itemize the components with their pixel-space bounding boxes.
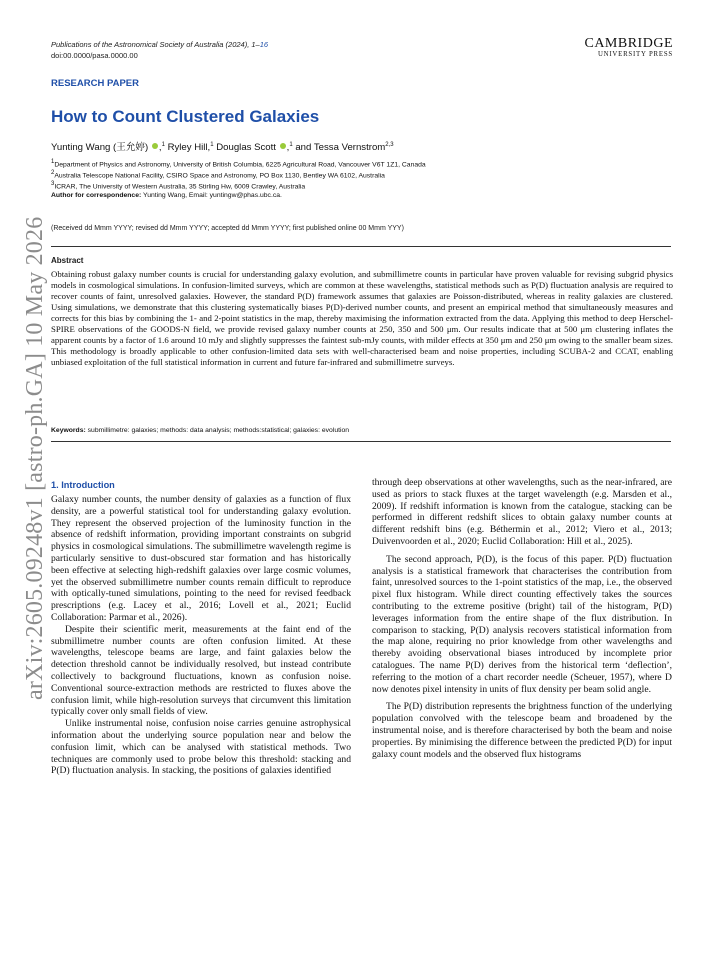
- orcid-icon[interactable]: [280, 143, 286, 149]
- received-dates: (Received dd Mmm YYYY; revised dd Mmm YYYY; accepted dd Mmm YYYY; first published online 00 Mmm YYY): [51, 225, 404, 232]
- affiliation-mark: 1: [210, 141, 214, 148]
- author-name: and Tessa Vernstrom: [295, 142, 386, 153]
- author-list: Yunting Wang (王允婷) ,$^1$ Ryley Hill,$^1$ Douglas Scott ,$^1$ and Tessa Vernstrom$^{2,3}$: [51, 141, 394, 153]
- keywords-list: submillimetre: galaxies; methods: data analysis; methods:statistical; galaxies: evolution: [87, 427, 350, 434]
- publisher-logo: CAMBRIDGE: [584, 36, 673, 51]
- divider: [51, 441, 671, 442]
- abstract-heading: Abstract: [51, 256, 84, 265]
- article-type: RESEARCH PAPER: [51, 78, 139, 89]
- body-column-left: [51, 494, 351, 777]
- journal-citation: [51, 40, 268, 49]
- paragraph: The P(D) distribution represents the brightness function of the underlying population convolved with the telescope beam and broadened by the instrumental noise, and is therefore characterised by both the beam and noise properties. By minimising the difference between the predicted P(D) for input galaxy count models and the observed flux histograms: [372, 701, 672, 760]
- paragraph: Despite their scientific merit, measurements at the faint end of the submillimetre number counts are often confusion limited. At these wavelengths, telescope beams are large, and faint galaxies below the detection threshold cannot be individually resolved, but instead contribute collectively to background fluctuations, known as confusion noise. Conventional source-extraction methods are restricted to fluxes above the confusion limit, while high-resolution surveys that circumvent this limitation typically cover only small fields of view.: [51, 623, 351, 718]
- paragraph: Galaxy number counts, the number density of galaxies as a function of flux density, are a powerful statistical tool for understanding galaxy evolution. They represent the observed projection of the luminosity function in the absence of redshift information, providing important constraints on subgrid physics in cosmological simulations. The submillimetre wavelength regime is particularly sensitive to dust-obscured star formation and has historically been effective at selecting high-redshift galaxies over large cosmic volumes, yet the observed submillimetre number counts remain difficult to reproduce with optically-tuned simulations, pointing to the need for revised feedback prescriptions (e.g. Lacey et al., 2016; Lovell et al., 2021; Euclid Collaboration: Parmar et al., 2026).: [51, 494, 351, 623]
- keywords-label: Keywords:: [51, 427, 86, 434]
- paragraph: Unlike instrumental noise, confusion noise carries genuine astrophysical information about the underlying source population near and below the confusion limit, which can be analysed with statistical methods. Two techniques are commonly used to probe below this threshold: stacking and P(D) fluctuation analysis. In stacking, the positions of galaxies identified: [51, 718, 351, 777]
- author-name: Ryley Hill,: [167, 142, 211, 153]
- affiliation: $^1$Department of Physics and Astronomy, University of British Columbia, 6225 Agricultural Road, Vancouver V6T 1Z1, Canada: [51, 159, 426, 169]
- orcid-icon[interactable]: [152, 143, 158, 149]
- affiliation-mark: 1: [289, 141, 293, 148]
- affiliation: $^3$ICRAR, The University of Western Australia, 35 Stirling Hw, 6009 Crawley, Australia: [51, 181, 306, 191]
- correspondence: [51, 192, 282, 199]
- page-count-link[interactable]: 16: [259, 40, 269, 49]
- publisher-logo-subtitle: UNIVERSITY PRESS: [597, 51, 673, 58]
- affiliation-mark: 1: [161, 141, 165, 148]
- author-name: Yunting Wang (王允婷): [51, 142, 149, 153]
- affiliation-mark: 2,3: [385, 141, 394, 148]
- body-column-right: [372, 477, 672, 760]
- paragraph: through deep observations at other wavelengths, such as the near-infrared, are used as priors to stack fluxes at the target wavelength (e.g. Marsden et al., 2009). If redshift information is known from the catalogue, stacking can be performed in different redshift slices to obtain galaxy number counts at different redshift bins (e.g. Béthermin et al., 2012; Viero et al., 2013; Duivenvoorden et al., 2020; Euclid Collaboration: Hill et al., 2025).: [372, 477, 672, 547]
- doi: doi:00.0000/pasa.0000.00: [51, 51, 138, 60]
- journal-name: Publications of the Astronomical Society of Australia (2024), 1–: [51, 40, 260, 49]
- correspondence-email[interactable]: Yunting Wang, Email: yuntingw@phas.ubc.ca.: [143, 192, 282, 199]
- arxiv-identifier: arXiv:2605.09248v1 [astro-ph.GA] 10 May 2026: [22, 216, 48, 700]
- section-heading-introduction: 1. Introduction: [51, 480, 115, 490]
- divider: [51, 246, 671, 247]
- paragraph: The second approach, P(D), is the focus of this paper. P(D) fluctuation analysis is a statistical framework that characterises the contribution from faint, unresolved sources to the 1-point statistics of the map, i.e., the observed pixel flux histogram. While direct counting effectively takes the sources contributing to the extreme positive (bright) tail of the histogram, P(D) leverages information from the entire shape of the flux distribution. In comparison to stacking, P(D) analysis recovers statistical information from the map alone, requiring no prior knowledge from other wavelengths and thereby avoiding observational biases introduced by incomplete prior catalogues. The name P(D) derives from the historical term ‘deflection’, referring to the motion of a chart recorder needle (Scheuer, 1957), where D now denotes pixel intensity in units of flux density per beam solid angle.: [372, 553, 672, 695]
- affiliation: $^2$Australia Telescope National Facility, CSIRO Space and Astronomy, PO Box 1130, Bentley WA 6102, Australia: [51, 170, 385, 180]
- abstract-text: Obtaining robust galaxy number counts is crucial for understanding galaxy evolution, and submillimetre counts in particular have proven valuable for revising subgrid physics models in cosmological simulations. In confusion-limited surveys, which are common at these wavelengths, statistical methods such as P(D) fluctuation analysis are required to recover counts of faint, unresolved galaxies. However, the standard P(D) framework assumes that galaxies are Poisson-distributed, whereas in reality galaxies are clustered. Using simulations, we demonstrate that this clustering systematically biases P(D)-derived number counts, and present an empirical method that simultaneously measures and corrects for this bias by combining the 1- and 2-point statistics in the map, thereby maximising the information extracted from the data. Applying this method to deep Herschel-SPIRE observations of the GOODS-N field, we provide revised galaxy number counts at 250, 350 and 500 μm. Our results indicate that at 500 μm clustering inflates the apparent counts by a factor of 1.6 around 10 mJy and slightly suppresses the faintest sub-mJy counts, with milder effects at 350 μm and 250 μm owing to the smaller beam sizes. This methodology is broadly applicable to other confusion-limited data sets with well-characterised beam and noise properties, including SCUBA-2 and CCAT, enabling unbiased exploitation of the full statistical information in current and future far-infrared and submillimetre surveys.: [51, 269, 673, 367]
- paper-title: How to Count Clustered Galaxies: [51, 107, 320, 126]
- author-name: Douglas Scott: [216, 142, 276, 153]
- correspondence-label: Author for correspondence:: [51, 192, 142, 199]
- keywords: [51, 427, 349, 434]
